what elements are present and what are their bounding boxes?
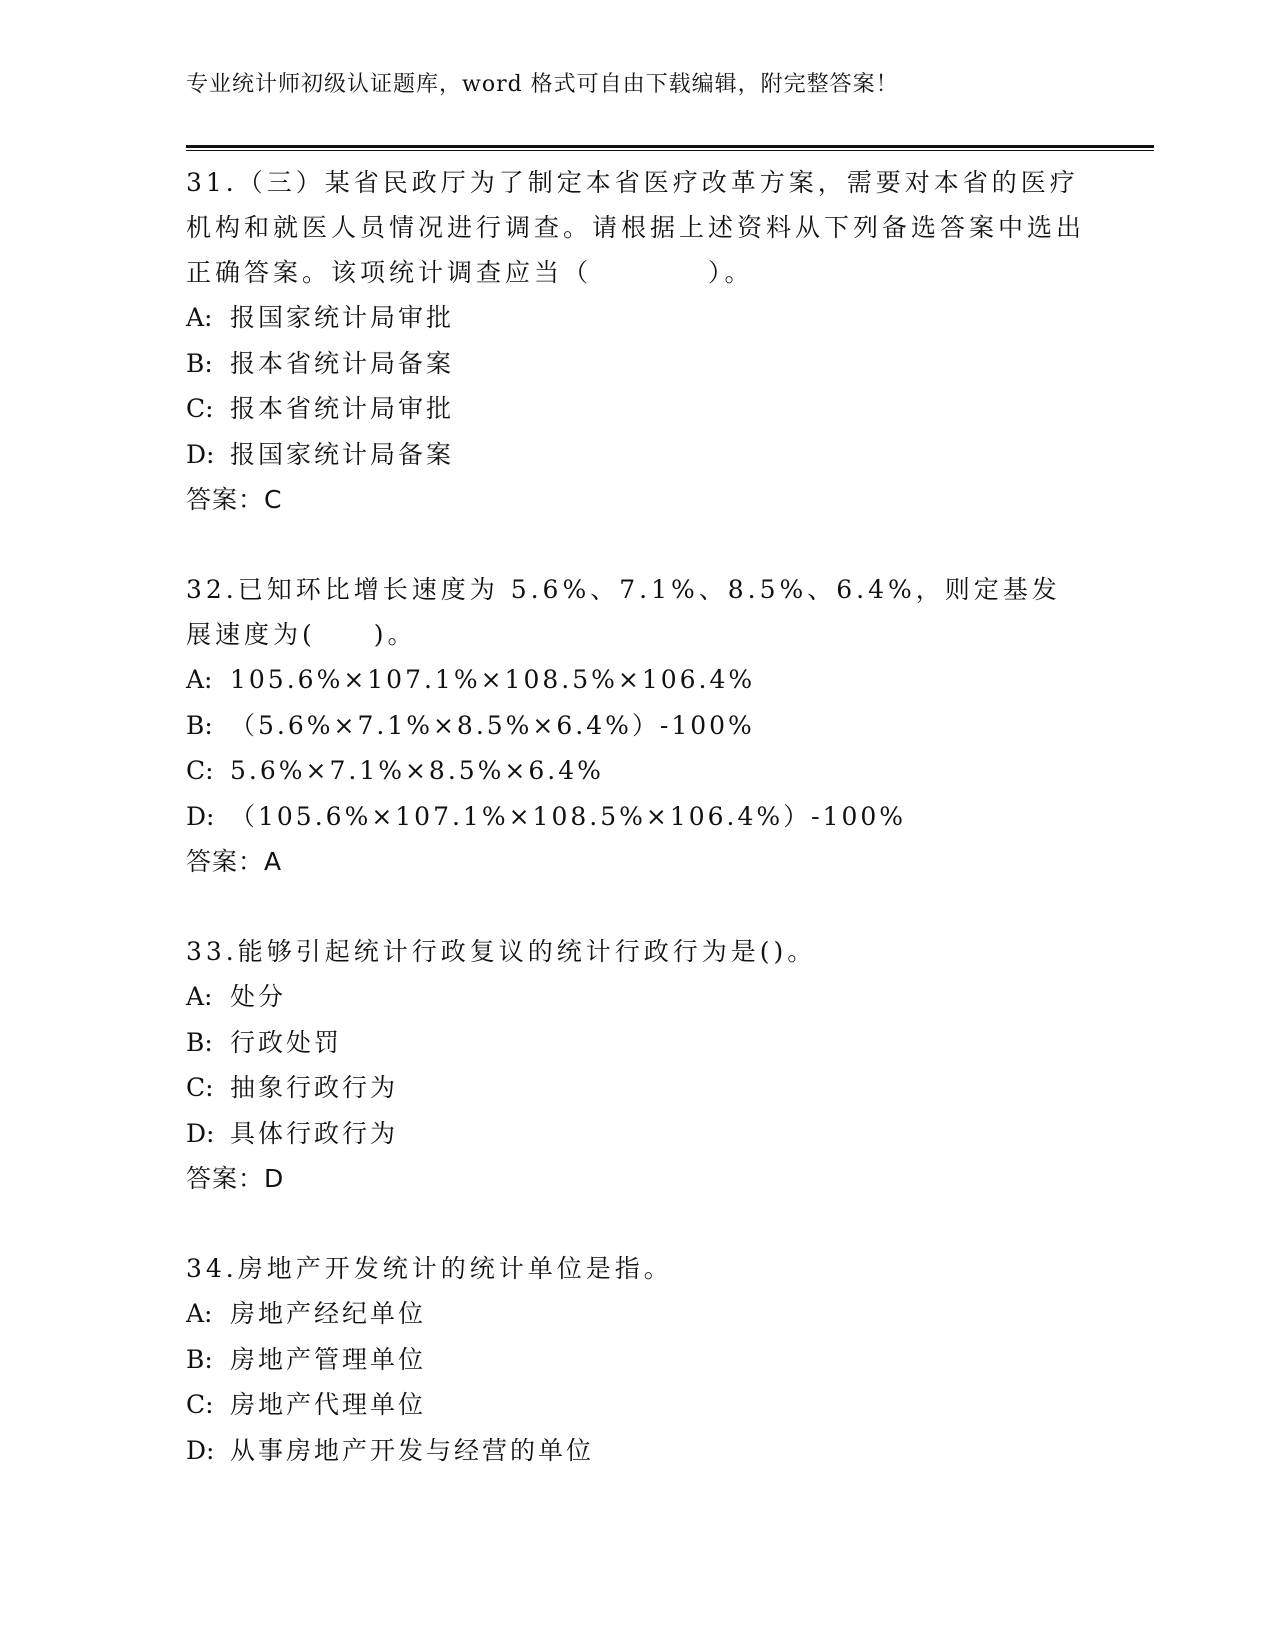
option-d <box>186 794 1086 840</box>
question-32 <box>186 567 1086 884</box>
question-31 <box>186 160 1086 522</box>
header-rule-thin <box>186 150 1154 151</box>
option-key: D: <box>186 1118 215 1148</box>
option-text: 报国家统计局审批 <box>230 303 455 332</box>
option-key: C: <box>186 1073 214 1102</box>
option-b <box>186 703 1086 749</box>
question-stem: 33.能够引起统计行政复议的统计行政行为是()。 <box>186 937 817 966</box>
option-a <box>186 1291 1086 1337</box>
option-key: B: <box>186 1027 213 1057</box>
question-stem: 32.已知环比增长速度为 5.6%、7.1%、8.5%、6.4%，则定基发展速度为( )。 <box>186 575 1061 649</box>
option-b <box>186 1337 1086 1383</box>
option-text: 房地产经纪单位 <box>230 1299 427 1328</box>
question-33 <box>186 929 1086 1201</box>
answer-line: 答案：C <box>186 485 283 514</box>
option-text: 房地产代理单位 <box>230 1390 427 1419</box>
option-c <box>186 748 1086 794</box>
option-key: A: <box>186 982 213 1011</box>
option-text: 行政处罚 <box>230 1027 343 1057</box>
option-d <box>186 432 1086 478</box>
option-text: 处分 <box>230 982 287 1011</box>
answer-line: 答案：D <box>186 1164 285 1193</box>
option-text: 报国家统计局备案 <box>230 439 455 469</box>
option-key: A: <box>186 665 213 694</box>
question-stem: 31.（三）某省民政厅为了制定本省医疗改革方案，需要对本省的医疗机构和就医人员情况进行调查。请根据上述资料从下列备选答案中选出正确答案。该项统计调查应当（ ）。 <box>186 168 1086 287</box>
option-b <box>186 1020 1086 1066</box>
option-text: 报本省统计局备案 <box>230 348 455 378</box>
option-d <box>186 1111 1086 1157</box>
header-rule-thick <box>186 145 1154 148</box>
option-text: 房地产管理单位 <box>230 1344 427 1374</box>
option-a <box>186 974 1086 1020</box>
option-text: 具体行政行为 <box>230 1118 399 1148</box>
option-b <box>186 341 1086 387</box>
option-c <box>186 1382 1086 1428</box>
option-text: 5.6%×7.1%×8.5%×6.4% <box>230 756 604 785</box>
option-c <box>186 386 1086 432</box>
option-key: B: <box>186 710 213 740</box>
question-stem: 34.房地产开发统计的统计单位是指。 <box>186 1254 673 1283</box>
option-key: A: <box>186 303 213 332</box>
option-a <box>186 657 1086 703</box>
option-key: B: <box>186 1344 213 1374</box>
option-key: D: <box>186 1435 215 1465</box>
page-header: 专业统计师初级认证题库，word 格式可自由下载编辑，附完整答案！ <box>186 72 899 97</box>
option-text: （5.6%×7.1%×8.5%×6.4%）-100% <box>230 710 755 740</box>
option-key: D: <box>186 801 215 831</box>
option-key: D: <box>186 439 215 469</box>
option-key: C: <box>186 756 214 785</box>
option-text: 105.6%×107.1%×108.5%×106.4% <box>230 665 756 694</box>
option-c <box>186 1065 1086 1111</box>
option-key: B: <box>186 348 213 378</box>
question-34 <box>186 1246 1086 1473</box>
answer-line: 答案：A <box>186 847 283 876</box>
option-key: C: <box>186 1390 214 1419</box>
option-a <box>186 295 1086 341</box>
question-list <box>186 160 1086 1518</box>
option-text: （105.6%×107.1%×108.5%×106.4%）-100% <box>230 801 907 831</box>
option-key: A: <box>186 1299 213 1328</box>
option-text: 报本省统计局审批 <box>230 394 455 423</box>
option-text: 从事房地产开发与经营的单位 <box>230 1435 595 1465</box>
option-d <box>186 1428 1086 1474</box>
option-text: 抽象行政行为 <box>230 1073 399 1102</box>
option-key: C: <box>186 394 214 423</box>
